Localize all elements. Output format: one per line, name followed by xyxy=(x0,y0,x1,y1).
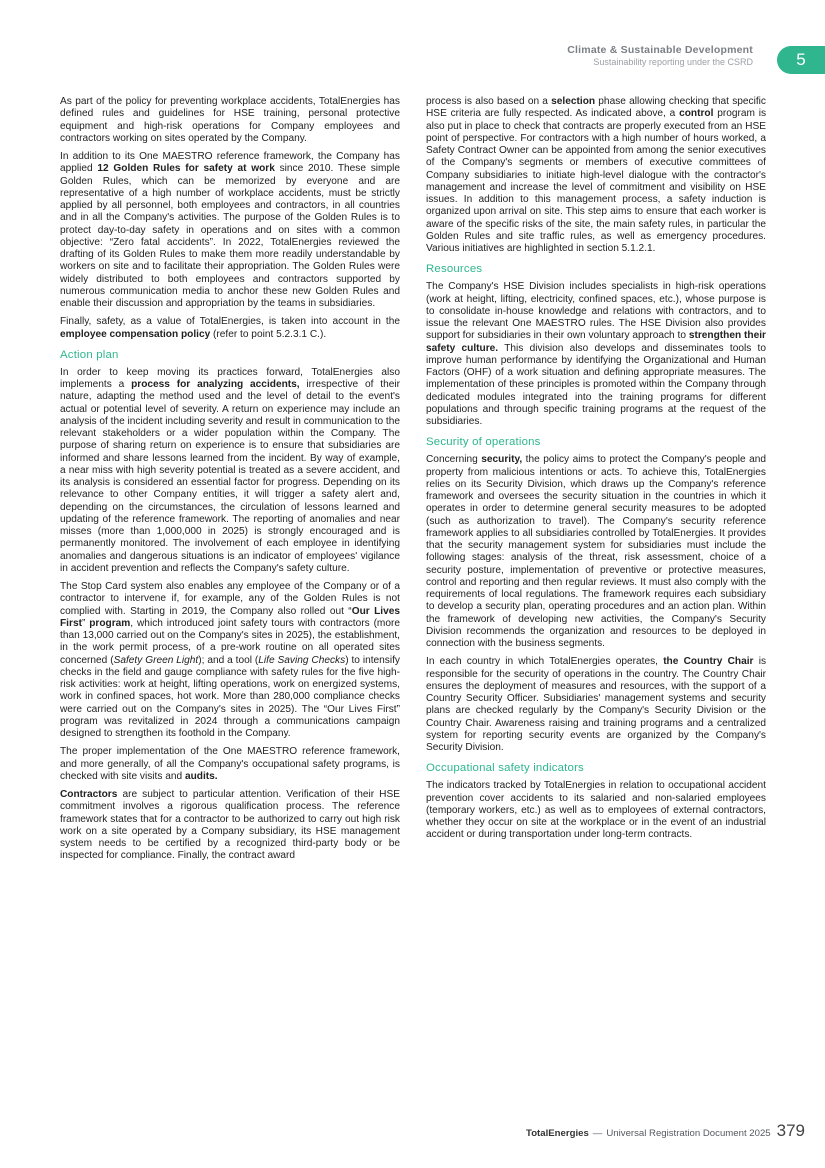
left-column xyxy=(60,96,400,869)
page-number: 379 xyxy=(776,1121,805,1140)
paragraph: The Stop Card system also enables any employee of the Company or of a contractor to intervene if, for example, any of the Golden Rules is not complied with. Starting in 2019, the Company also rolled out “Our Lives First” program, which introduced joint safety tours with contractors (more than 13,000 carried out on the Company's sites in 2025), the establishment, in the work permit process, of a pre-work routine on all operated sites concerned (Safety Green Light); and a tool (Life Saving Checks) to intensify checks in the field and gauge compliance with safety rules for the five high-risk activities: work at height, lifting operations, work on energized systems, work in confined spaces, hot work. More than 280,000 compliance checks were carried out on the Company's sites in 2025). The “Our Lives First” program was revitalized in 2024 through a communications campaign designed to strengthen its foothold in the Company. xyxy=(60,581,401,739)
paragraph: The indicators tracked by TotalEnergies in relation to occupational accident prevention cover accidents to its salaried and non-salaried employees (temporary workers, etc.) as well as to employees of external contractors, whether they occur on site at the workplace or in the event of an industrial accident or during transportation under long-term contracts. xyxy=(426,780,766,841)
paragraph: The proper implementation of the One MAESTRO reference framework, and more generally, of all the Company's occupational safety programs, is checked with site visits and audits. xyxy=(60,746,400,782)
section-heading-occupational-safety-indicators: Occupational safety indicators xyxy=(426,762,584,775)
footer-brand: TotalEnergies xyxy=(526,1128,589,1139)
section-subtitle: Sustainability reporting under the CSRD xyxy=(593,57,753,67)
section-heading-resources: Resources xyxy=(426,263,483,276)
paragraph: process is also based on a selection phase allowing checking that specific HSE criteria are fully respected. As indicated above, a control program is also put in place to check that contracts are properly executed from an HSE point of perspective. For contractors with a high number of hours worked, a Safety Contract Owner can be appointed from among the senior executives of the Company's segments or members of executive committees of Company subsidiaries to initiate high-level dialogue with the contractor's management and increase the level of commitment and visibility on HSE issues. In addition to this management process, a safety induction is organized upon arrival on site. This step aims to ensure that each worker is aware of the specific risks of the site, the main safety rules, in particular the Golden Rules and site traffic rules, as well as emergency procedures. Various initiatives are highlighted in section 5.1.2.1. xyxy=(426,96,767,254)
chapter-number-tab: 5 xyxy=(777,46,825,74)
footer-document-title: Universal Registration Document 2025 xyxy=(606,1128,771,1139)
right-column xyxy=(426,96,766,848)
section-title: Climate & Sustainable Development xyxy=(567,44,753,56)
page-footer xyxy=(526,1121,805,1141)
paragraph: In addition to its One MAESTRO reference framework, the Company has applied 12 Golden Rules for safety at work since 2010. These simple Golden Rules, which can be memorized by everyone and are representative of a high number of workplace accidents, must be strictly applied by all personnel, both employees and contractors, in all countries and in all the Company's activities. The purpose of the Golden Rules is to protect day-to-day safety in operations and on sites with a common objective: “Zero fatal accidents”. In 2022, TotalEnergies reviewed the drafting of its Golden Rules to make them more readily understandable by workers on site and to facilitate their appropriation. The Golden Rules were widely distributed to both employees and contractors supported by numerous communication media to anchor these new Golden Rules and enable their discussion and appropriation by the teams in subsidiaries. xyxy=(60,151,400,309)
paragraph: The Company's HSE Division includes specialists in high-risk operations (work at height, lifting, electricity, confined spaces, etc.), whose purpose is to consolidate in-house knowledge and relations with contractors, and to issue the relevant One MAESTRO rules. The HSE Division also provides support for subsidiaries in their own voluntary approach to strengthen their safety culture. This division also develops and disseminates tools to improve human performance by identifying the Organizational and Human Factors (OHF) of a work situation and defining appropriate measures. The implementation of these principles is promoted within the Company through dedicated modules integrated into the training programs for different populations and through specific training programs at the request of the subsidiaries. xyxy=(426,281,766,427)
paragraph: In order to keep moving its practices forward, TotalEnergies also implements a process for analyzing accidents, irrespective of their nature, adapting the method used and the level of detail to the event's actual or potential level of severity. A return on experience may include an analysis of the incident including severity and result in communication to the relevant stakeholders or a wider population within the Company. The purpose of sharing return on experience is to ensure that subsidiaries are informed and share lessons learned from the incident. By way of example, a near miss with high severity potential is treated as a severe accident, and its analysis is considered an essential factor for progress. Depending on its relevance to other Company entities, it will trigger a safety alert and, depending on the circumstances, the circulation of lessons learned and updating of the reference framework. The reporting of anomalies and near misses (more than 1,000,000 in 2025) is strongly encouraged and is permanently monitored. The involvement of each employee in identifying anomalies and dangerous situations is an indicator of employees' vigilance in accident prevention and reflects the Company's safety culture. xyxy=(60,366,400,574)
paragraph: Finally, safety, as a value of TotalEnergies, is taken into account in the employee compensation policy (refer to point 5.2.3.1 C.). xyxy=(60,316,400,340)
section-header xyxy=(567,44,753,68)
paragraph: Concerning security, the policy aims to protect the Company's people and property from malicious intentions or acts. To achieve this, TotalEnergies relies on its Security Division, which draws up the Company's reference framework and oversees the security situation in the countries in which it operates in order to determine general security measures to be adopted (such as authorization to travel). The Company's security reference framework applies to all subsidiaries controlled by TotalEnergies. It provides that the security management system for subsidiaries must include the following stages: analysis of the threat, risk assessment, choice of a security posture, implementation of preventive or protective measures, control and reporting and then regular reviews. It must also comply with the requirements of local regulations. The framework requires each subsidiary to develop a security plan, operating procedures and an action plan. Within the framework of developing new activities, the Company's Security Division recommends the organization and resources to be deployed in connection with the business segments. xyxy=(426,454,766,649)
paragraph: Contractors are subject to particular attention. Verification of their HSE commitment involves a rigorous qualification process. The reference framework states that for a contractor to be authorized to carry out high risk work on a site operated by a Company subsidiary, its HSE management system needs to be certified by a recognized third-party body or be inspected for compliance. Finally, the contract award xyxy=(60,789,400,862)
paragraph: In each country in which TotalEnergies operates, the Country Chair is responsible for the security of operations in the country. The Country Chair ensures the deployment of measures and resources, with the support of a Country Security Officer. Subsidiaries' management systems and security plans are checked regularly by the Company's Security Division or the Country Chair. Awareness raising and training programs and a centralized system for reporting security events are organized by the Company's Security Division. xyxy=(426,656,766,753)
section-heading-security-of-operations: Security of operations xyxy=(426,436,541,449)
footer-separator: — xyxy=(592,1128,603,1139)
section-heading-action-plan: Action plan xyxy=(60,348,119,361)
paragraph: As part of the policy for preventing workplace accidents, TotalEnergies has defined rules and guidelines for HSE training, personal protective equipment and high-risk operations for Company employees and contractors working on sites operated by the Company. xyxy=(60,96,400,144)
